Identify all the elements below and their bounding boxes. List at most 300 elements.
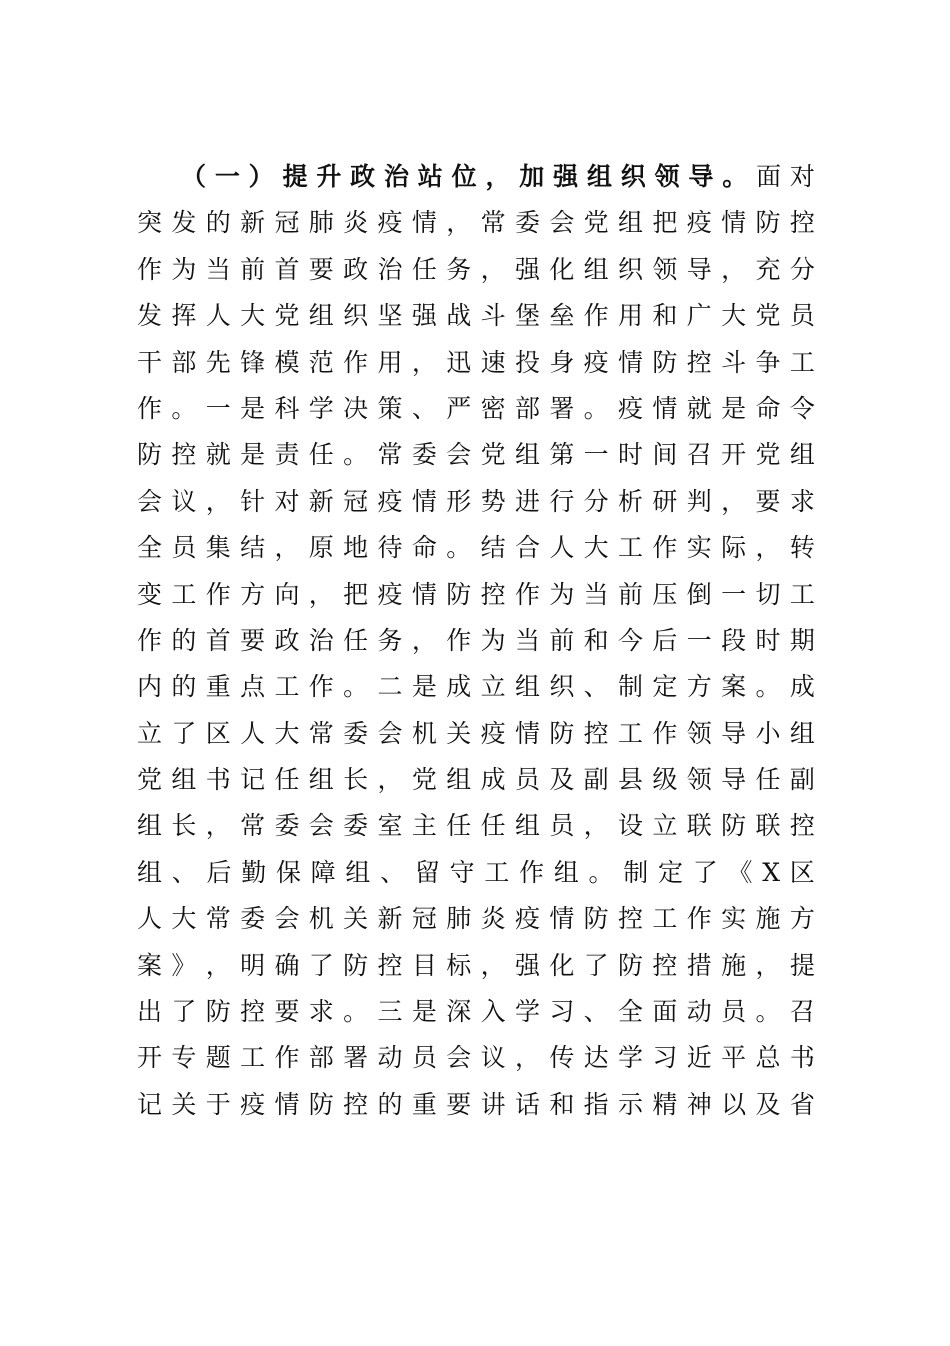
glyph: 地 [343,533,369,563]
glyph: 设 [618,811,644,841]
glyph: 倒 [686,579,712,609]
glyph: 一 [583,440,609,470]
glyph: 今 [618,625,644,655]
glyph: 召 [789,997,815,1027]
glyph: ， [480,950,506,980]
glyph: 命 [411,533,437,563]
glyph: 三 [377,997,403,1027]
glyph: 指 [583,1089,609,1119]
glyph: 常 [308,718,334,748]
glyph: 委 [274,811,300,841]
glyph: ， [205,811,231,841]
glyph: 习 [652,1043,678,1073]
glyph: 定 [652,672,678,702]
glyph: 政 [343,254,369,284]
glyph: 神 [686,1089,712,1119]
glyph: 动 [377,1043,403,1073]
glyph: 期 [789,625,815,655]
glyph: 县 [618,765,644,795]
glyph: X [762,857,781,887]
glyph: 转 [789,533,815,563]
glyph: 是 [240,440,266,470]
glyph: 作 [343,347,369,377]
glyph: 重 [411,1089,437,1119]
glyph: 就 [686,393,712,423]
glyph: 精 [652,1089,678,1119]
glyph: 大 [240,301,266,331]
glyph: ， [411,625,437,655]
text-line [137,247,815,293]
glyph: 工 [274,672,300,702]
glyph: 为 [480,625,506,655]
glyph: 党 [411,765,437,795]
glyph: 疫 [514,904,540,934]
glyph: 人 [137,904,163,934]
glyph: 和 [652,301,678,331]
glyph: 》 [171,950,197,980]
glyph: 提 [789,950,815,980]
glyph: 员 [549,811,575,841]
glyph: 和 [583,625,609,655]
glyph: 时 [755,625,781,655]
glyph: 机 [411,718,437,748]
glyph: 题 [205,1043,231,1073]
glyph: 级 [652,765,678,795]
glyph: 常 [377,440,403,470]
glyph: 治 [383,162,409,191]
glyph: 控 [789,811,815,841]
glyph: 间 [652,440,678,470]
glyph: 话 [514,1089,540,1119]
glyph: 近 [686,1043,712,1073]
glyph: 情 [514,718,540,748]
glyph: 人 [240,718,266,748]
glyph: 导 [721,718,747,748]
glyph: 作 [137,625,163,655]
glyph: 案 [137,950,163,980]
glyph: 求 [789,486,815,516]
glyph: 情 [411,579,437,609]
glyph: 作 [274,1043,300,1073]
glyph: ， [205,950,231,980]
glyph: ， [446,208,472,238]
glyph: 新 [308,486,334,516]
glyph: 保 [275,857,301,887]
glyph: 深 [446,997,472,1027]
glyph: 把 [652,208,678,238]
glyph: 省 [789,1089,815,1119]
glyph: ， [377,765,403,795]
glyph: 判 [686,486,712,516]
glyph: 的 [377,1089,403,1119]
glyph: 是 [411,997,437,1027]
glyph: 织 [618,254,644,284]
glyph: 形 [446,486,472,516]
glyph: 防 [205,997,231,1027]
text-line [137,664,815,710]
glyph: 党 [755,301,781,331]
glyph: 升 [316,162,342,191]
glyph: 站 [417,162,443,191]
glyph: 作 [652,533,678,563]
glyph: 控 [618,904,644,934]
glyph: 。 [588,857,614,887]
glyph: 情 [721,208,747,238]
glyph: 待 [377,533,403,563]
glyph: 组 [514,811,540,841]
glyph: 会 [549,208,575,238]
glyph: 党 [274,301,300,331]
glyph: 对 [274,486,300,516]
text-line-1 [137,154,815,200]
text-line [137,1035,815,1081]
glyph: 方 [240,579,266,609]
glyph: 组 [308,765,334,795]
glyph: 大 [583,533,609,563]
glyph: 面 [652,997,678,1027]
glyph: 肺 [446,904,472,934]
glyph: 工 [618,533,644,563]
glyph: 联 [686,811,712,841]
glyph: 平 [721,1043,747,1073]
glyph: 。 [755,997,781,1027]
glyph: 部 [171,347,197,377]
glyph: 政 [274,625,300,655]
glyph: 学 [308,393,334,423]
glyph: 领 [686,765,712,795]
glyph: 的 [205,208,231,238]
glyph: ， [514,1043,540,1073]
glyph: 控 [377,950,403,980]
glyph: 先 [205,347,231,377]
glyph: ， [480,254,506,284]
glyph: 研 [652,486,678,516]
glyph: 加 [519,162,545,191]
glyph: 组 [789,718,815,748]
glyph: 压 [652,579,678,609]
text-line [137,943,815,989]
glyph: 工 [618,718,644,748]
glyph: 令 [789,393,815,423]
glyph: 入 [480,997,506,1027]
glyph: 。 [583,393,609,423]
glyph: 组 [308,301,334,331]
glyph: 治 [308,625,334,655]
glyph: 结 [240,533,266,563]
glyph: 织 [620,162,646,191]
glyph: 要 [240,625,266,655]
glyph: 确 [274,950,300,980]
glyph: 部 [308,1043,334,1073]
glyph: 防 [549,718,575,748]
glyph: 。 [343,672,369,702]
glyph: 冠 [411,904,437,934]
glyph: 领 [686,718,712,748]
glyph: 密 [480,393,506,423]
glyph: 和 [549,1089,575,1119]
glyph: 情 [549,904,575,934]
glyph: 、 [583,997,609,1027]
glyph: 关 [343,904,369,934]
glyph: 委 [411,440,437,470]
text-line [137,293,815,339]
glyph: 干 [137,347,163,377]
glyph: 副 [583,765,609,795]
glyph: 强 [553,162,579,191]
glyph: 提 [282,162,308,191]
glyph: 用 [618,301,644,331]
glyph: 党 [137,765,163,795]
glyph: 争 [755,347,781,377]
glyph: 员 [789,301,815,331]
glyph: 传 [549,1043,575,1073]
glyph: 立 [480,672,506,702]
glyph: 疫 [618,393,644,423]
glyph: 会 [274,904,300,934]
text-line [137,200,815,246]
glyph: 结 [480,533,506,563]
glyph: 疫 [377,579,403,609]
glyph: ， [274,533,300,563]
glyph: 模 [274,347,300,377]
glyph: 段 [721,625,747,655]
glyph: 范 [308,347,334,377]
glyph: 求 [308,997,334,1027]
text-line [137,386,815,432]
text-line [137,989,815,1035]
glyph: 。 [755,672,781,702]
glyph: 了 [583,950,609,980]
glyph: 的 [171,672,197,702]
glyph: 责 [274,440,300,470]
glyph: 是 [240,393,266,423]
glyph: 、 [171,857,197,887]
text-line [137,850,815,896]
glyph: 分 [789,254,815,284]
glyph: 长 [343,765,369,795]
glyph: 对 [789,162,815,191]
glyph: 针 [240,486,266,516]
glyph: 疫 [686,208,712,238]
glyph: 任 [411,254,437,284]
glyph: 了 [171,718,197,748]
glyph: 会 [377,718,403,748]
glyph: 防 [721,811,747,841]
glyph: 区 [205,718,231,748]
glyph: 。 [171,393,197,423]
glyph: 原 [308,533,334,563]
glyph: 障 [310,857,336,887]
glyph: 疫 [480,718,506,748]
glyph: 记 [137,1089,163,1119]
glyph: 区 [789,857,815,887]
glyph: 主 [411,811,437,841]
glyph: 委 [343,811,369,841]
glyph: 方 [789,904,815,934]
glyph: 常 [205,904,231,934]
body-paragraph [137,154,815,1128]
glyph: 肺 [308,208,334,238]
glyph: 用 [377,347,403,377]
glyph: 情 [274,1089,300,1119]
glyph: 的 [171,625,197,655]
glyph: ） [248,162,274,191]
glyph: 位 [451,162,477,191]
glyph: 任 [446,811,472,841]
glyph: 施 [721,950,747,980]
glyph: 作 [205,579,231,609]
glyph: 召 [686,440,712,470]
glyph: 时 [618,440,644,470]
glyph: 于 [205,1089,231,1119]
glyph: 策 [377,393,403,423]
glyph: 作 [137,254,163,284]
glyph: 疫 [377,208,403,238]
text-line [137,803,815,849]
text-line [137,525,815,571]
glyph: 堡 [514,301,540,331]
glyph: 要 [446,1089,472,1119]
glyph: 炎 [480,904,506,934]
glyph: 任 [274,765,300,795]
glyph: 命 [755,393,781,423]
glyph: 一 [721,579,747,609]
glyph: 疫 [583,347,609,377]
glyph: 控 [480,579,506,609]
glyph: 会 [137,486,163,516]
glyph: 方 [686,672,712,702]
glyph: 为 [549,579,575,609]
glyph: 目 [411,950,437,980]
glyph: 迅 [446,347,472,377]
glyph: 情 [618,347,644,377]
glyph: 作 [137,393,163,423]
glyph: 达 [583,1043,609,1073]
glyph: 前 [549,625,575,655]
glyph: 案 [721,672,747,702]
glyph: 署 [343,1043,369,1073]
glyph: 当 [583,579,609,609]
glyph: 发 [171,208,197,238]
glyph: 作 [308,672,334,702]
glyph: 关 [446,718,472,748]
glyph: 关 [171,1089,197,1119]
glyph: 组 [583,254,609,284]
glyph: 全 [137,533,163,563]
glyph: 工 [789,347,815,377]
glyph: 制 [623,857,649,887]
glyph: ， [755,533,781,563]
glyph: 常 [240,811,266,841]
glyph: 导 [688,162,714,191]
glyph: 强 [514,254,540,284]
glyph: 疫 [240,1089,266,1119]
text-line [137,1082,815,1128]
glyph: 标 [446,950,472,980]
glyph: 重 [205,672,231,702]
glyph: 。 [343,440,369,470]
glyph: 开 [721,440,747,470]
glyph: 总 [755,1043,781,1073]
glyph: 组 [789,440,815,470]
glyph: 长 [171,811,197,841]
glyph: 任 [308,440,334,470]
glyph: 冠 [274,208,300,238]
glyph: 点 [240,672,266,702]
glyph: 导 [686,254,712,284]
glyph: 任 [755,765,781,795]
glyph: 作 [446,625,472,655]
glyph: 控 [171,440,197,470]
glyph: 要 [755,486,781,516]
glyph: 副 [789,765,815,795]
text-line [137,572,815,618]
glyph: 合 [514,533,540,563]
glyph: 首 [274,254,300,284]
text-line [137,711,815,757]
glyph: 。 [722,162,748,191]
glyph: 组 [553,857,579,887]
glyph: 决 [343,393,369,423]
glyph: 炎 [343,208,369,238]
glyph: 。 [446,533,472,563]
glyph: 斗 [480,301,506,331]
glyph: 学 [514,997,540,1027]
glyph: 务 [377,625,403,655]
glyph: 工 [240,1043,266,1073]
glyph: ， [721,486,747,516]
glyph: 一 [686,625,712,655]
glyph: 留 [414,857,440,887]
glyph: ， [205,486,231,516]
glyph: 就 [205,440,231,470]
glyph: 疫 [377,486,403,516]
glyph: 勤 [241,857,267,887]
glyph: 防 [755,208,781,238]
glyph: 一 [214,162,240,191]
glyph: 员 [411,1043,437,1073]
glyph: 学 [618,1043,644,1073]
glyph: 情 [652,393,678,423]
glyph: 员 [721,997,747,1027]
glyph: 书 [205,765,231,795]
glyph: 防 [308,1089,334,1119]
glyph: 组 [514,672,540,702]
glyph: 工 [652,904,678,934]
glyph: 委 [343,718,369,748]
glyph: 第 [549,440,575,470]
glyph: 议 [171,486,197,516]
glyph: 发 [137,301,163,331]
glyph: ， [583,811,609,841]
glyph: 二 [377,672,403,702]
glyph: 书 [789,1043,815,1073]
glyph: 动 [686,997,712,1027]
text-line [137,896,815,942]
glyph: 作 [686,904,712,934]
text-line [137,618,815,664]
glyph: 变 [137,579,163,609]
glyph: 速 [480,347,506,377]
glyph: 了 [692,857,718,887]
glyph: 治 [377,254,403,284]
glyph: 首 [205,625,231,655]
glyph: 措 [686,950,712,980]
glyph: 组 [514,440,540,470]
glyph: 守 [449,857,475,887]
glyph: 防 [652,347,678,377]
glyph: 委 [240,904,266,934]
